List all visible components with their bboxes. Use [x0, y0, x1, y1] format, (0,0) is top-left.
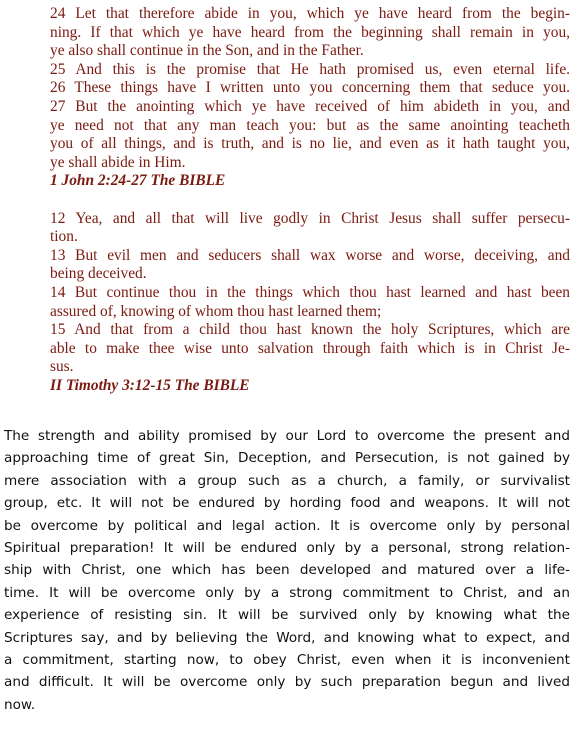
- paragraph-line: Spiritual preparation! It will be endured only by a personal, strong relation-: [4, 540, 570, 557]
- scripture-line: ye need not that any man teach you: but as the same anointing teacheth: [50, 116, 570, 134]
- scripture-line: able to make thee wise unto salvation through faith which is in Christ Je-: [50, 339, 570, 357]
- scripture-line: 25 And this is the promise that He hath promised us, even eternal life.: [50, 60, 570, 78]
- paragraph-line: a commitment, starting now, to obey Christ, even when it is inconvenient: [4, 652, 570, 669]
- paragraph-line: be overcome by political and legal action. It is overcome only by personal: [4, 517, 570, 534]
- paragraph-line: The strength and ability promised by our Lord to overcome the present and: [4, 428, 570, 444]
- scripture-line: 26 These things have I written unto you concerning them that seduce you.: [50, 79, 570, 97]
- scripture-line: assured of, knowing of whom thou hast learned them;: [50, 302, 382, 320]
- scripture-reference: II Timothy 3:12-15 The BIBLE: [50, 376, 250, 394]
- scripture-line: 24 Let that therefore abide in you, which ye have heard from the begin-: [50, 5, 570, 22]
- scripture-reference: 1 John 2:24-27 The BIBLE: [50, 172, 226, 190]
- paragraph-line: mere association with a group such as a church, a family, or survivalist: [4, 472, 570, 489]
- scripture-block-1john: [50, 5, 570, 191]
- scripture-line: 13 But evil men and seducers shall wax worse and worse, deceiving, and: [50, 246, 570, 264]
- paragraph-line: and difficult. It will be overcome only by such preparation begun and lived: [4, 674, 570, 691]
- scripture-line: 15 And that from a child thou hast known the holy Scriptures, which are: [50, 321, 570, 339]
- paragraph-line: ship with Christ, one which has been developed and matured over a life-: [4, 562, 570, 579]
- scripture-line: being deceived.: [50, 265, 147, 283]
- commentary-paragraph: [4, 425, 570, 716]
- scripture-line: you of all things, and is truth, and is no lie, and even as it hath taught you,: [50, 135, 570, 153]
- scripture-line: tion.: [50, 228, 78, 246]
- block-spacer: [50, 191, 570, 210]
- paragraph-line: time. It will be overcome only by a strong commitment to Christ, and an: [4, 584, 570, 601]
- paragraph-line: experience of resisting sin. It will be survived only by knowing what the: [4, 607, 570, 624]
- paragraph-line: Scriptures say, and by believing the Word, and knowing what to expect, and: [4, 629, 570, 646]
- scripture-line: 27 But the anointing which ye have received of him abideth in you, and: [50, 97, 570, 115]
- scripture-line: ye also shall continue in the Son, and in the Father.: [50, 42, 364, 60]
- scripture-line: ning. If that which ye have heard from the beginning shall remain in you,: [50, 23, 570, 41]
- paragraph-line: approaching time of great Sin, Deception, and Persecution, is not gained by: [4, 450, 570, 467]
- scripture-block-2timothy: [50, 210, 570, 396]
- scripture-line: 12 Yea, and all that will live godly in Christ Jesus shall suffer persecu-: [50, 209, 570, 227]
- paragraph-line: group, etc. It will not be endured by hording food and weapons. It will not: [4, 495, 570, 512]
- scripture-quotes: [50, 5, 570, 395]
- scripture-line: ye shall abide in Him.: [50, 153, 186, 171]
- paragraph-line: now.: [4, 696, 36, 713]
- scripture-line: 14 But continue thou in the things which thou hast learned and hast been: [50, 283, 570, 301]
- scripture-line: sus.: [50, 358, 74, 376]
